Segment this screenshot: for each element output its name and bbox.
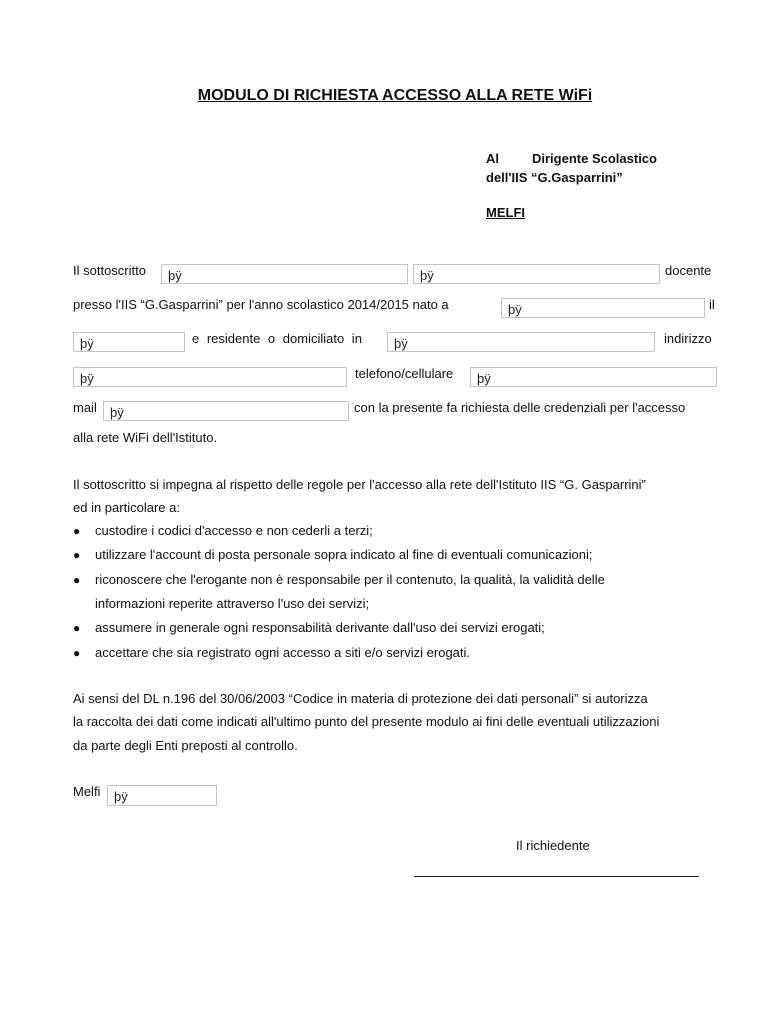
label-docente: docente	[665, 263, 712, 278]
label-sottoscritto: Il sottoscritto	[73, 263, 146, 278]
surname-field[interactable]: þÿ	[161, 264, 408, 284]
commitment-line2: ed in particolare a:	[73, 500, 180, 515]
recipient-city: MELFI	[486, 205, 525, 220]
bullet-item-continuation: informazioni reperite attraverso l'uso dei servizi;	[95, 596, 370, 611]
recipient-dirigente: Dirigente Scolastico	[532, 151, 657, 166]
bullet-item: custodire i codici d'accesso e non cederli a terzi;	[95, 523, 373, 538]
signature-line	[414, 876, 699, 877]
bullet-icon: ●	[73, 646, 81, 660]
label-richiesta: con la presente fa richiesta delle credenziali per l'accesso	[354, 400, 686, 415]
recipient-istituto: dell'IIS “G.Gasparrini”	[486, 170, 623, 185]
bullet-item: assumere in generale ogni responsabilità derivante dall'uso dei servizi erogati;	[95, 620, 545, 635]
signature-label: Il richiedente	[516, 838, 590, 853]
label-telefono: telefono/cellulare	[355, 366, 454, 381]
bullet-icon: ●	[73, 524, 81, 538]
page-title: MODULO DI RICHIESTA ACCESSO ALLA RETE WiFi	[197, 87, 593, 104]
bullet-icon: ●	[73, 573, 81, 587]
bullet-icon: ●	[73, 621, 81, 635]
commitment-line1: Il sottoscritto si impegna al rispetto delle regole per l'accesso alla rete dell'Istituto IIS “G. Gasparrini”	[73, 477, 646, 492]
label-melfi: Melfi	[73, 784, 101, 799]
address-field[interactable]: þÿ	[73, 367, 347, 387]
label-mail: mail	[73, 400, 97, 415]
bullet-item: utilizzare l'account di posta personale sopra indicato al fine di eventuali comunicazioni;	[95, 547, 593, 562]
label-presso: presso l'IIS “G.Gasparrini” per l'anno scolastico 2014/2015 nato a	[73, 297, 449, 312]
privacy-line2: la raccolta dei dati come indicati all'ultimo punto del presente modulo ai fini delle eventuali utilizzazioni	[73, 714, 660, 729]
bullet-item: riconoscere che l'erogante non è responsabile per il contenuto, la qualità, la validità delle	[95, 572, 605, 587]
bullet-item: accettare che sia registrato ogni accesso a siti e/o servizi erogati.	[95, 645, 471, 660]
name-field[interactable]: þÿ	[413, 264, 660, 284]
email-field[interactable]: þÿ	[103, 401, 349, 421]
residence-field[interactable]: þÿ	[387, 332, 655, 352]
label-rete: alla rete WiFi dell'Istituto.	[73, 430, 218, 445]
date-field[interactable]: þÿ	[107, 785, 217, 806]
label-indirizzo: indirizzo	[664, 331, 712, 346]
privacy-line1: Ai sensi del DL n.196 del 30/06/2003 “Codice in materia di protezione dei dati personali” si autorizza	[73, 691, 648, 706]
recipient-al: Al	[486, 151, 499, 166]
birthdate-field[interactable]: þÿ	[73, 332, 185, 352]
label-residente: e residente o domiciliato in	[192, 331, 362, 346]
phone-field[interactable]: þÿ	[470, 367, 717, 387]
birthplace-field[interactable]: þÿ	[501, 298, 705, 318]
privacy-line3: da parte degli Enti preposti al controllo.	[73, 738, 298, 753]
label-il: il	[709, 297, 715, 312]
bullet-icon: ●	[73, 548, 81, 562]
